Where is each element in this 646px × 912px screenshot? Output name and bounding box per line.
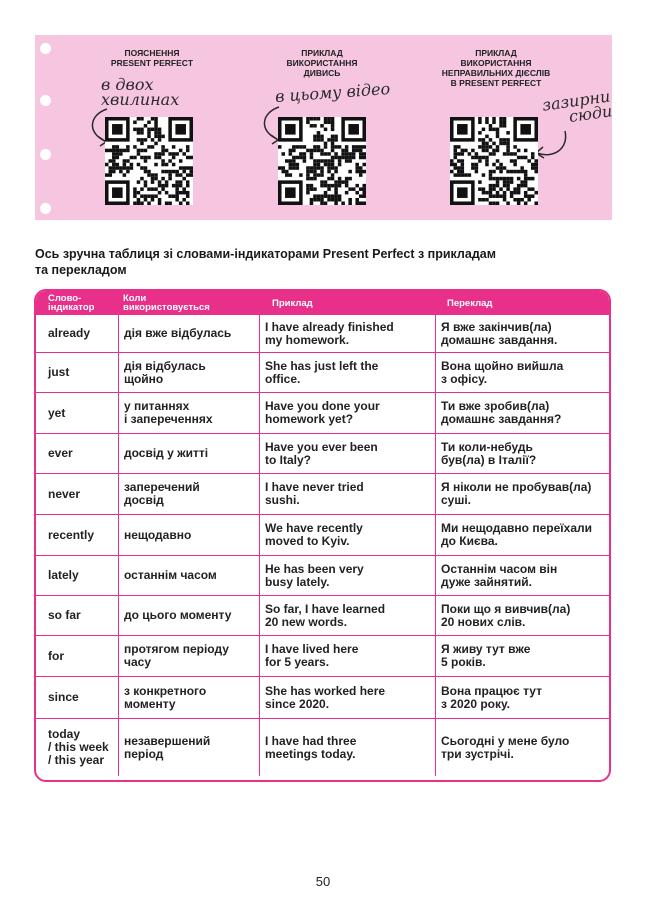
- indicator-cell: lately: [48, 568, 79, 582]
- header-translation: Переклад: [447, 297, 493, 309]
- qr-code-icon[interactable]: [278, 117, 366, 205]
- translation-cell: Я вже закінчив(ла) домашнє завдання.: [435, 315, 611, 352]
- indicator-cell: yet: [48, 405, 66, 420]
- qr-block-irregular-verbs: [431, 48, 561, 88]
- indicator-table: [34, 289, 611, 782]
- qr-handwritten-note: в двох хвилинах: [101, 75, 180, 109]
- usage-cell: останнім часом: [118, 556, 259, 595]
- qr-handwritten-note: зазирни сюди: [540, 86, 614, 127]
- table-row: [36, 474, 609, 515]
- table-row: [36, 636, 609, 677]
- example-cell: I have already finished my homework.: [259, 315, 435, 352]
- qr-title: ПОЯСНЕННЯ PRESENT PERFECT: [110, 48, 194, 68]
- usage-cell: досвід у житті: [118, 434, 259, 473]
- translation-cell: Ми нещодавно переїхали до Києва.: [435, 515, 611, 555]
- indicator-cell: just: [48, 365, 70, 379]
- indicator-cell: already: [48, 326, 91, 340]
- qr-handwritten-note: в цьому відео: [274, 79, 391, 106]
- table-row: [36, 515, 609, 556]
- table-row: [36, 434, 609, 474]
- table-row: [36, 556, 609, 596]
- example-cell: Have you done your homework yet?: [259, 393, 435, 433]
- punch-hole: [40, 43, 51, 54]
- table-row: [36, 353, 609, 393]
- translation-cell: Останнім часом він дуже зайнятий.: [435, 556, 611, 595]
- indicator-cell: so far: [48, 608, 81, 622]
- indicator-cell: ever: [48, 446, 73, 460]
- usage-cell: у питаннях і запереченнях: [118, 393, 259, 433]
- translation-cell: Вона щойно вийшла з офісу.: [435, 353, 611, 392]
- punch-hole: [40, 149, 51, 160]
- punch-hole: [40, 203, 51, 214]
- usage-cell: дія відбулась щойно: [118, 353, 259, 392]
- table-row: [36, 677, 609, 719]
- translation-cell: Ти вже зробив(ла) домашнє завдання?: [435, 393, 611, 433]
- indicator-cell: since: [48, 690, 79, 704]
- example-cell: She has just left the office.: [259, 353, 435, 392]
- usage-cell: протягом періоду часу: [118, 636, 259, 676]
- usage-cell: до цього моменту: [118, 596, 259, 635]
- example-cell: I have lived here for 5 years.: [259, 636, 435, 676]
- header-indicator: Слово- індикатор: [48, 293, 95, 313]
- translation-cell: Поки що я вивчив(ла) 20 нових слів.: [435, 596, 611, 635]
- example-cell: We have recently moved to Kyiv.: [259, 515, 435, 555]
- indicator-cell: recently: [48, 527, 95, 542]
- usage-cell: незавершений період: [118, 719, 259, 776]
- indicator-cell: today / this week / this year: [48, 727, 109, 767]
- table-row: [36, 719, 609, 776]
- punch-hole: [40, 95, 51, 106]
- indicator-cell: for: [48, 648, 64, 663]
- qr-banner: [35, 35, 612, 220]
- header-example: Приклад: [272, 297, 313, 309]
- translation-cell: Я ніколи не пробував(ла) суші.: [435, 474, 611, 514]
- table-row: [36, 315, 609, 353]
- translation-cell: Я живу тут вже 5 років.: [435, 636, 611, 676]
- usage-cell: заперечений досвід: [118, 474, 259, 514]
- qr-block-video: [267, 48, 377, 78]
- translation-cell: Вона працює тут з 2020 року.: [435, 677, 611, 718]
- qr-code-icon[interactable]: [450, 117, 538, 205]
- example-cell: So far, I have learned 20 new words.: [259, 596, 435, 635]
- qr-title: ПРИКЛАД ВИКОРИСТАННЯ НЕПРАВИЛЬНИХ ДІЄСЛІВ В PRESENT PERFECT: [441, 48, 551, 88]
- qr-code-icon[interactable]: [105, 117, 193, 205]
- example-cell: I have never tried sushi.: [259, 474, 435, 514]
- table-header: [36, 291, 609, 315]
- indicator-cell: never: [48, 486, 81, 501]
- usage-cell: дія вже відбулась: [118, 315, 259, 352]
- example-cell: Have you ever been to Italy?: [259, 434, 435, 473]
- page-number: 50: [315, 874, 331, 889]
- table-row: [36, 393, 609, 434]
- table-row: [36, 596, 609, 636]
- usage-cell: нещодавно: [118, 515, 259, 555]
- example-cell: He has been very busy lately.: [259, 556, 435, 595]
- intro-text: Ось зручна таблиця зі словами-індикаторами Present Perfect з прикладам та перекладом: [35, 247, 496, 277]
- example-cell: I have had three meetings today.: [259, 719, 435, 776]
- example-cell: She has worked here since 2020.: [259, 677, 435, 718]
- qr-title: ПРИКЛАД ВИКОРИСТАННЯ ДИВИСЬ: [286, 48, 358, 78]
- translation-cell: Ти коли-небудь був(ла) в Італії?: [435, 434, 611, 473]
- header-usage: Коли використовується: [123, 293, 210, 313]
- translation-cell: Сьогодні у мене було три зустрічі.: [435, 719, 611, 776]
- usage-cell: з конкретного моменту: [118, 677, 259, 718]
- qr-block-explanation: [97, 48, 207, 68]
